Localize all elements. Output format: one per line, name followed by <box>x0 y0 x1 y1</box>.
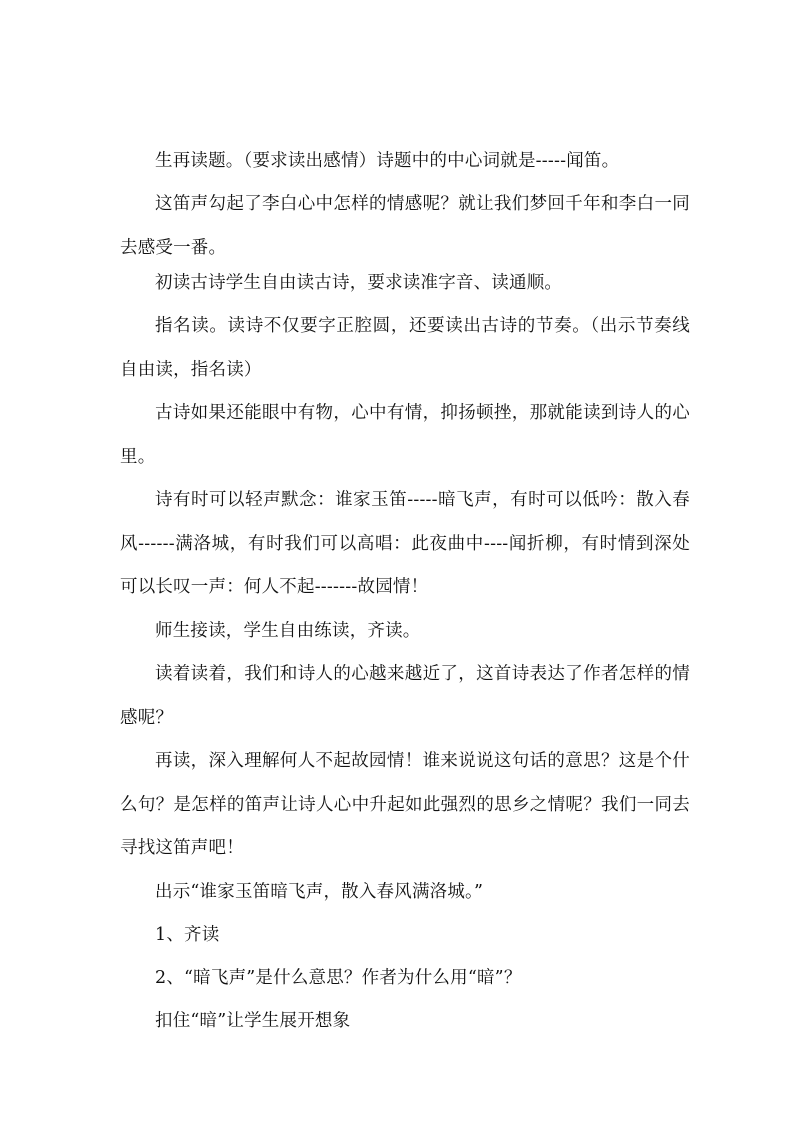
paragraph-2: 这笛声勾起了李白心中怎样的情感呢？就让我们梦回千年和李白一同去感受一番。 <box>120 194 690 258</box>
paragraph-13: 扣住“暗”让学生展开想象 <box>155 1011 351 1031</box>
paragraph-4: 指名读。读诗不仅要字正腔圆，还要读出古诗的节奏。（出示节奏线自由读，指名读） <box>120 316 690 380</box>
paragraph-9: 再读，深入理解何人不起故园情！谁来说说这句话的意思？这是个什么句？是怎样的笛声让诗人心中升起如此强烈的思乡之情呢？我们一同去寻找这笛声吧！ <box>120 751 690 858</box>
paragraph-10: 出示“谁家玉笛暗飞声，散入春风满洛城。” <box>155 882 484 902</box>
paragraph-8: 读着读着，我们和诗人的心越来越近了，这首诗表达了作者怎样的情感呢？ <box>120 664 690 728</box>
paragraph-1: 生再读题。（要求读出感情）诗题中的中心词就是-----闻笛。 <box>155 151 620 171</box>
paragraph-11: 1、齐读 <box>155 925 220 945</box>
paragraph-6: 诗有时可以轻声默念：谁家玉笛-----暗飞声，有时可以低吟：散入春风------满洛城，有时我们可以高唱：此夜曲中----闻折柳，有时情到深处可以长叹一声：何人不起-------故园情！ <box>120 490 690 597</box>
paragraph-7: 师生接读，学生自由练读，齐读。 <box>155 621 421 641</box>
paragraph-3: 初读古诗学生自由读古诗，要求读准字音、读通顺。 <box>155 273 563 293</box>
paragraph-12: 2、“暗飞声”是什么意思？作者为什么用“暗”？ <box>155 968 522 988</box>
paragraph-5: 古诗如果还能眼中有物，心中有情，抑扬顿挫，那就能读到诗人的心里。 <box>120 403 690 467</box>
